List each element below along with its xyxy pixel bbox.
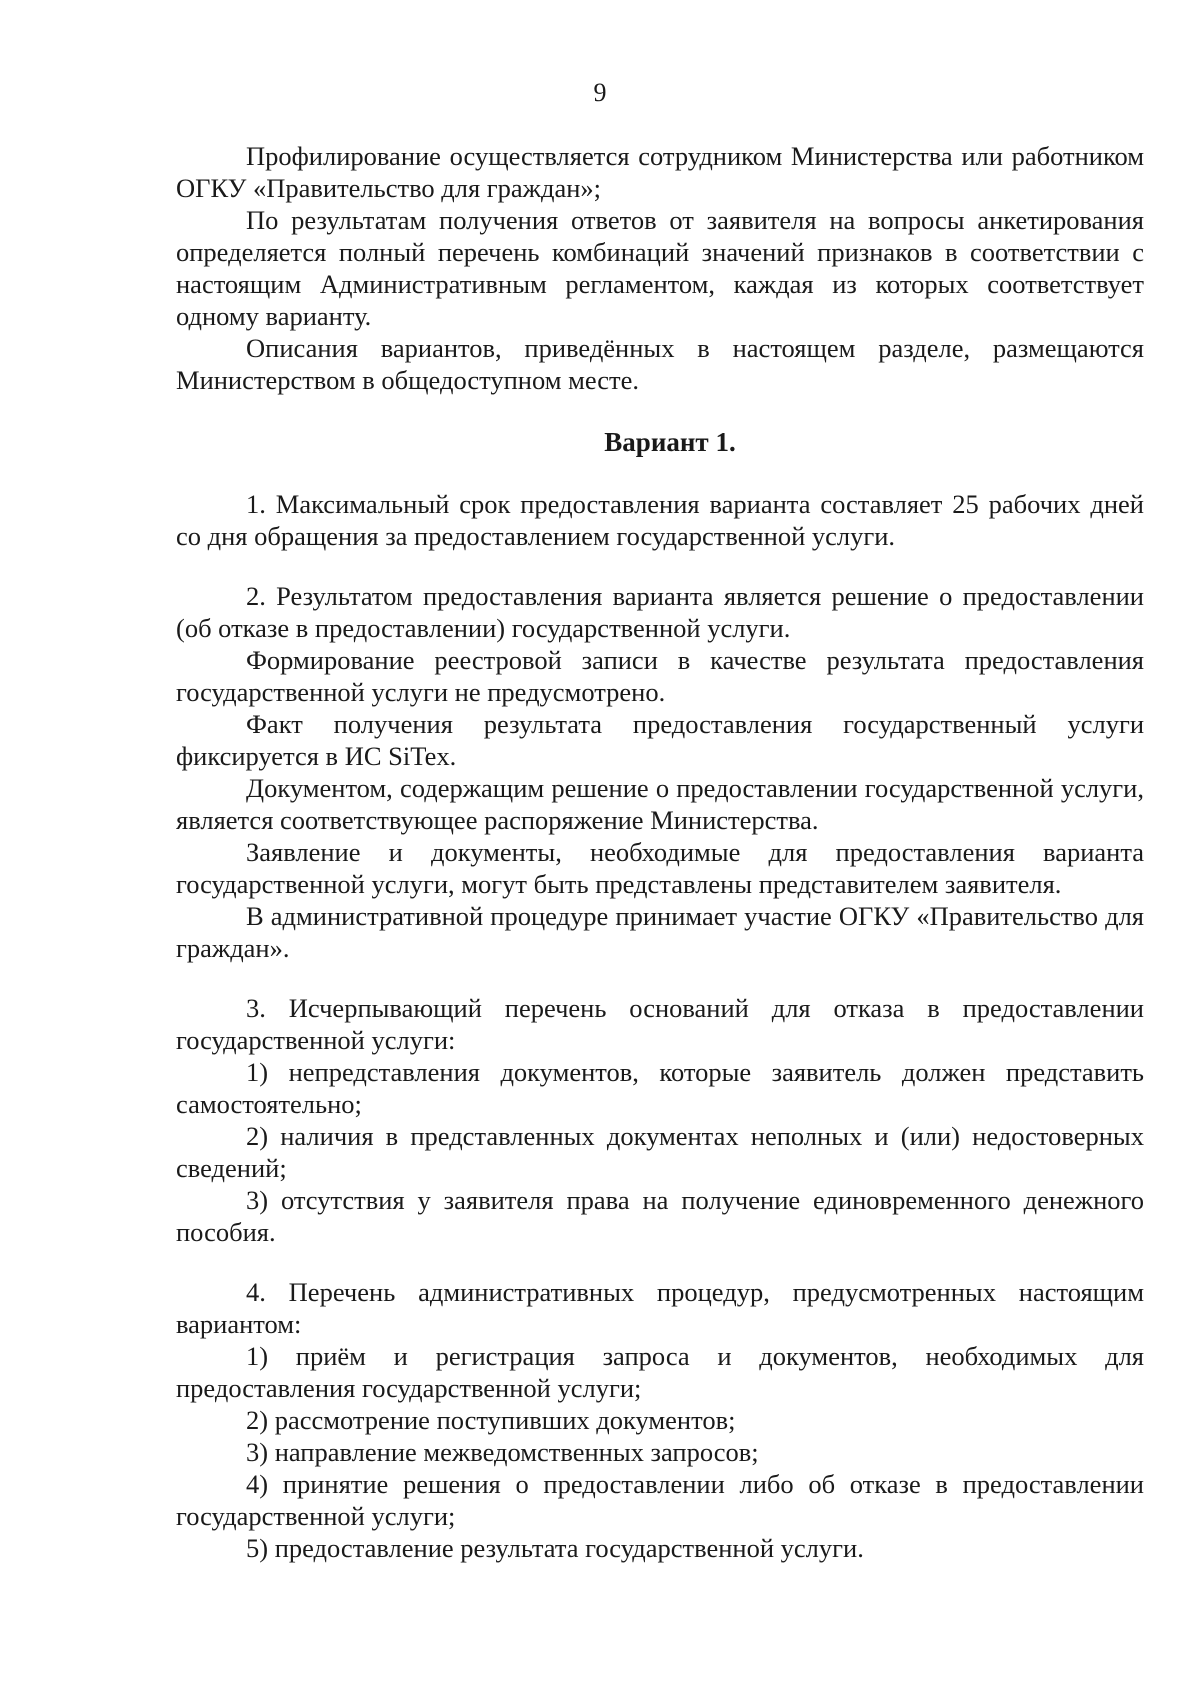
section2-paragraph-1: 2. Результатом предоставления варианта является решение о предоставлении (об отказе в предоставлении) государственной услуги. (176, 581, 1144, 643)
section2-paragraph-4: Документом, содержащим решение о предоставлении государственной услуги, является соответствующее распоряжение Министерства. (176, 773, 1144, 835)
section4-item-4: 4) принятие решения о предоставлении либо об отказе в предоставлении государственной услуги; (176, 1469, 1144, 1531)
section4-item-2: 2) рассмотрение поступивших документов; (246, 1405, 736, 1435)
section2-paragraph-3: Факт получения результата предоставления государственный услуги фиксируется в ИС SiTex. (176, 709, 1144, 771)
page-number: 9 (593, 78, 607, 107)
section2-paragraph-6: В административной процедуре принимает участие ОГКУ «Правительство для граждан». (176, 901, 1144, 963)
intro-paragraph-2: По результатам получения ответов от заявителя на вопросы анкетирования определяется полный перечень комбинаций значений признаков в соответствии с настоящим Административным регламентом, каждая из которых соответствует одному варианту. (176, 205, 1144, 331)
section4-item-3: 3) направление межведомственных запросов; (246, 1437, 759, 1467)
section4-item-1: 1) приём и регистрация запроса и документов, необходимых для предоставления государственной услуги; (176, 1341, 1144, 1403)
section2-paragraph-5: Заявление и документы, необходимые для предоставления варианта государственной услуги, могут быть представлены представителем заявителя. (176, 837, 1144, 899)
section4-paragraph-1: 4. Перечень административных процедур, предусмотренных настоящим вариантом: (176, 1277, 1144, 1339)
section-heading: Вариант 1. (604, 427, 736, 457)
section3-paragraph-1: 3. Исчерпывающий перечень оснований для отказа в предоставлении государственной услуги: (176, 993, 1144, 1055)
section1-paragraph-1: 1. Максимальный срок предоставления варианта составляет 25 рабочих дней со дня обращения за предоставлением государственной услуги. (176, 489, 1144, 551)
section3-item-2: 2) наличия в представленных документах неполных и (или) недостоверных сведений; (176, 1121, 1144, 1183)
intro-paragraph-1: Профилирование осуществляется сотрудником Министерства или работником ОГКУ «Правительство для граждан»; (176, 141, 1144, 203)
document-body (176, 140, 1144, 1564)
section3-item-3: 3) отсутствия у заявителя права на получение единовременного денежного пособия. (176, 1185, 1144, 1247)
section4-item-5: 5) предоставление результата государственной услуги. (246, 1533, 864, 1563)
section2-paragraph-2: Формирование реестровой записи в качестве результата предоставления государственной услуги не предусмотрено. (176, 645, 1144, 707)
intro-paragraph-3: Описания вариантов, приведённых в настоящем разделе, размещаются Министерством в общедоступном месте. (176, 333, 1144, 395)
section3-item-1: 1) непредставления документов, которые заявитель должен представить самостоятельно; (176, 1057, 1144, 1119)
